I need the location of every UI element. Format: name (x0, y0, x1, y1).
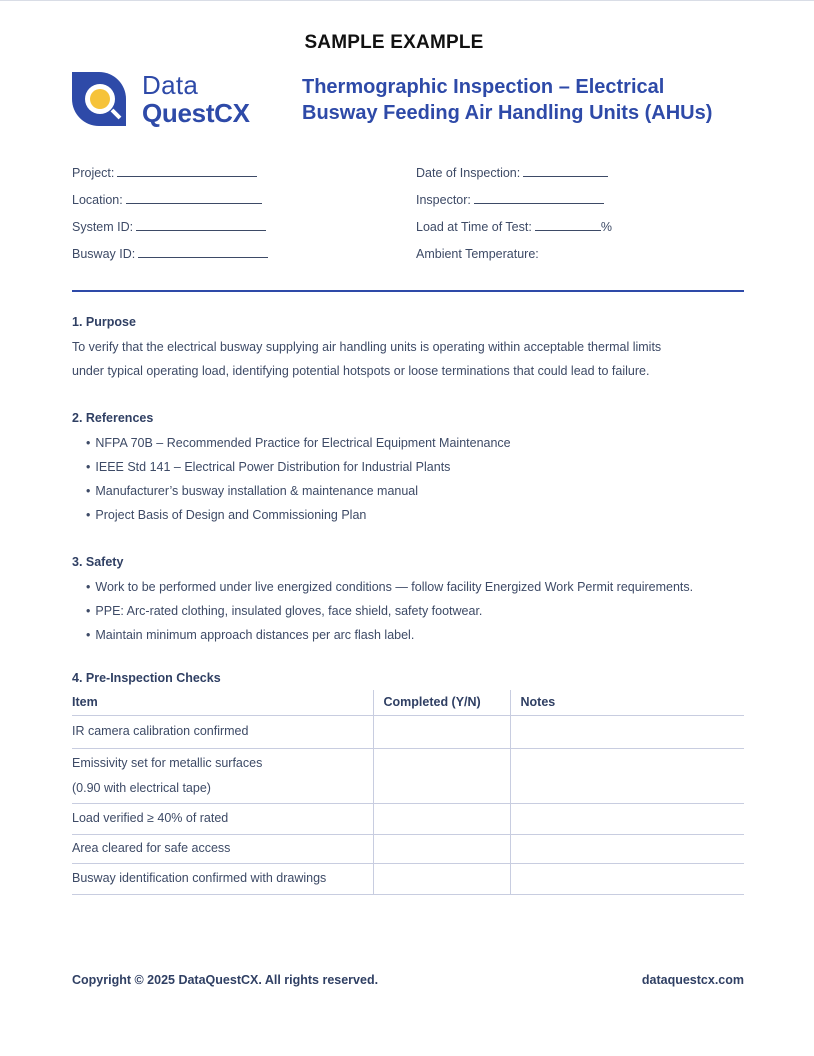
blank-line[interactable] (117, 165, 257, 177)
notes-cell[interactable] (510, 748, 744, 803)
field-location (72, 191, 268, 218)
field-busway-id (72, 245, 268, 272)
list-item: • Maintain minimum approach distances per arc flash label. (86, 626, 766, 650)
field-label: System ID: (72, 220, 134, 234)
field-date-of-inspection (416, 164, 612, 191)
field-label: Busway ID: (72, 247, 136, 261)
section-heading-purpose: 1. Purpose (72, 315, 136, 329)
dataquest-logo-icon (72, 72, 126, 126)
completed-cell[interactable] (373, 863, 510, 894)
blank-line[interactable] (474, 192, 604, 204)
notes-cell[interactable] (510, 863, 744, 894)
sample-label: SAMPLE EXAMPLE (304, 32, 484, 53)
table-row (72, 748, 744, 803)
completed-cell[interactable] (373, 834, 510, 863)
list-item: • Work to be performed under live energized conditions — follow facility Energized Work Permit requirements. (86, 578, 766, 602)
pre-inspection-table (72, 690, 744, 895)
field-inspector (416, 191, 612, 218)
section-heading-references: 2. References (72, 411, 154, 425)
item-line-2: (0.90 with electrical tape) (72, 780, 211, 795)
item-cell: Busway identification confirmed with drawings (72, 863, 373, 894)
list-item: • NFPA 70B – Recommended Practice for Electrical Equipment Maintenance (86, 434, 766, 458)
column-header-item: Item (72, 690, 373, 715)
table-row (72, 803, 744, 834)
column-header-notes: Notes (510, 690, 744, 715)
field-project (72, 164, 268, 191)
list-item: • Manufacturer’s busway installation & maintenance manual (86, 482, 766, 506)
field-label: Project: (72, 166, 115, 180)
references-list (86, 434, 766, 530)
list-item: • IEEE Std 141 – Electrical Power Distribution for Industrial Plants (86, 458, 766, 482)
purpose-line-2: under typical operating load, identifying potential hotspots or loose terminations that could lead to failure. (72, 364, 650, 378)
completed-cell[interactable] (373, 748, 510, 803)
item-cell: Area cleared for safe access (72, 834, 373, 863)
notes-cell[interactable] (510, 803, 744, 834)
blank-line[interactable] (523, 165, 608, 177)
fields-left (72, 164, 268, 272)
table-header-row (72, 690, 744, 715)
table-row (72, 834, 744, 863)
field-system-id (72, 218, 268, 245)
purpose-line-1: To verify that the electrical busway supplying air handling units is operating within acceptable thermal limits (72, 340, 662, 354)
item-cell: IR camera calibration confirmed (72, 715, 373, 748)
column-header-completed: Completed (Y/N) (373, 690, 510, 715)
blank-line[interactable] (535, 219, 601, 231)
completed-cell[interactable] (373, 803, 510, 834)
blank-line[interactable] (136, 219, 266, 231)
title-line-1: Thermographic Inspection – Electrical (302, 76, 665, 98)
top-border (0, 0, 814, 1)
table-row (72, 863, 744, 894)
logo-text-questcx: QuestCX (142, 98, 250, 128)
document-title (302, 74, 762, 126)
safety-list (86, 578, 766, 650)
logo (72, 72, 272, 128)
completed-cell[interactable] (373, 715, 510, 748)
field-ambient-temperature (416, 245, 612, 272)
title-line-2: Busway Feeding Air Handling Units (AHUs) (302, 102, 713, 124)
field-label: Load at Time of Test: (416, 220, 532, 234)
percent-suffix: % (600, 220, 612, 234)
logo-text-data: Data (142, 70, 199, 100)
blank-line[interactable] (126, 192, 262, 204)
section-heading-checks: 4. Pre-Inspection Checks (72, 671, 221, 685)
field-label: Location: (72, 193, 123, 207)
purpose-text (72, 335, 752, 383)
section-heading-safety: 3. Safety (72, 555, 124, 569)
table-row (72, 715, 744, 748)
website-link[interactable]: dataquestcx.com (641, 973, 744, 987)
field-label: Inspector: (416, 193, 471, 207)
item-cell (72, 748, 373, 803)
field-label: Date of Inspection: (416, 166, 521, 180)
notes-cell[interactable] (510, 715, 744, 748)
divider (72, 290, 744, 292)
copyright-text: Copyright © 2025 DataQuestCX. All rights reserved. (72, 973, 379, 987)
fields-right (416, 164, 612, 272)
notes-cell[interactable] (510, 834, 744, 863)
field-label: Ambient Temperature: (416, 247, 539, 261)
blank-line[interactable] (138, 246, 268, 258)
item-line-1: Emissivity set for metallic surfaces (72, 755, 263, 770)
item-cell: Load verified ≥ 40% of rated (72, 803, 373, 834)
field-load-at-test (416, 218, 612, 245)
list-item: • Project Basis of Design and Commissioning Plan (86, 506, 766, 530)
list-item: • PPE: Arc-rated clothing, insulated gloves, face shield, safety footwear. (86, 602, 766, 626)
